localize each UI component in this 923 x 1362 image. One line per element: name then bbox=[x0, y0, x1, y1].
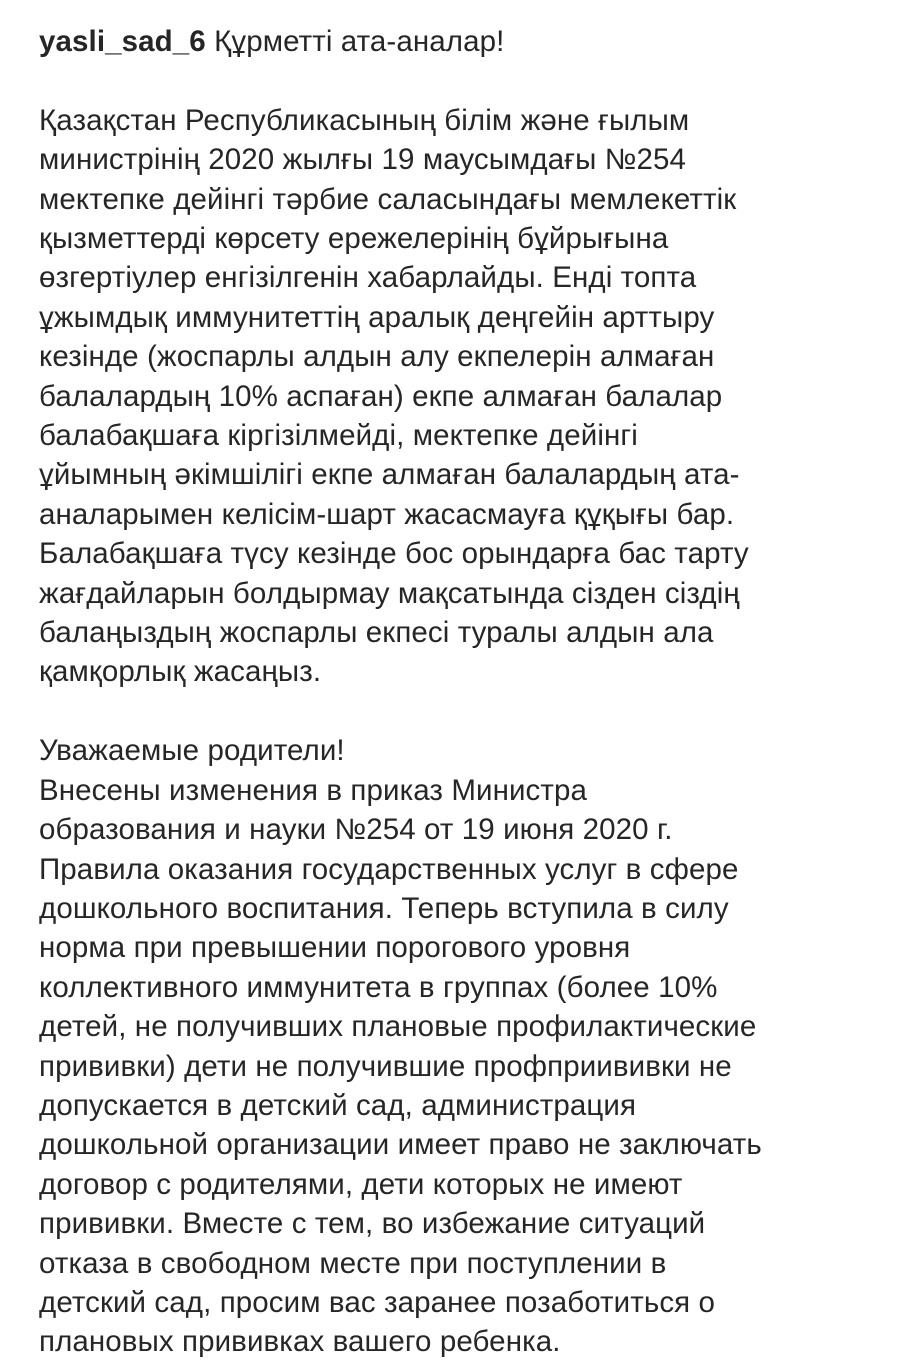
kazakh-line: ұжымдық иммунитеттің аралық деңгейін арттыру bbox=[39, 300, 715, 334]
kazakh-line: Балабақшаға түсу кезінде бос орындарға бас тарту bbox=[39, 537, 749, 571]
paragraph-gap bbox=[39, 61, 909, 100]
username-link[interactable]: yasli_sad_6 bbox=[39, 25, 206, 58]
kazakh-line: министрінің 2020 жылғы 19 маусымдағы №254 bbox=[39, 143, 686, 177]
russian-line: детей, не получивших плановые профилактические bbox=[39, 1010, 757, 1044]
kazakh-line: жағдайларын болдырмау мақсатында сізден сіздің bbox=[39, 576, 740, 610]
kazakh-line: кезінде (жоспарлы алдын алу екпелерін алмаған bbox=[39, 340, 715, 374]
russian-line: коллективного иммунитета в группах (более 10% bbox=[39, 970, 718, 1004]
russian-line: дошкольного воспитания. Теперь вступила в силу bbox=[39, 891, 729, 925]
russian-line: допускается в детский сад, администрация bbox=[39, 1088, 637, 1122]
russian-line: Внесены изменения в приказ Министра bbox=[39, 773, 588, 807]
paragraph-gap bbox=[39, 692, 909, 731]
kazakh-line: өзгертіулер енгізілгенін хабарлайды. Енді топта bbox=[39, 261, 697, 295]
russian-line: образования и науки №254 от 19 июня 2020 г. bbox=[39, 813, 673, 847]
russian-line: плановых прививках вашего ребенка. bbox=[39, 1325, 561, 1359]
caption-header-line bbox=[39, 22, 909, 61]
russian-line: договор с родителями, дети которых не имеют bbox=[39, 1167, 683, 1201]
kazakh-line: Қазақстан Республикасының білім және ғылым bbox=[39, 103, 690, 137]
kazakh-line: балалардың 10% аспаған) екпе алмаған балалар bbox=[39, 379, 723, 413]
russian-paragraph bbox=[39, 731, 909, 1362]
russian-line: прививки. Вместе с тем, во избежание ситуаций bbox=[39, 1207, 706, 1241]
kazakh-line: қызметтерді көрсету ережелерінің бұйрығына bbox=[39, 222, 669, 256]
russian-line: прививки) дети не получившие профприививки не bbox=[39, 1049, 732, 1083]
russian-line: детский сад, просим вас заранее позаботиться о bbox=[39, 1285, 716, 1319]
post-caption bbox=[39, 22, 909, 1362]
russian-line: норма при превышении порогового уровня bbox=[39, 931, 631, 965]
kazakh-line: мектепке дейінгі тәрбие саласындағы мемлекеттік bbox=[39, 182, 737, 216]
kazakh-paragraph bbox=[39, 101, 909, 692]
russian-line: Правила оказания государственных услуг в сфере bbox=[39, 852, 739, 886]
kazakh-line: балабақшаға кіргізілмейді, мектепке дейінгі bbox=[39, 419, 638, 453]
russian-greeting: Уважаемые родители! bbox=[39, 734, 345, 768]
kazakh-greeting: Құрметті ата-аналар! bbox=[214, 25, 505, 58]
kazakh-line: ұйымның әкімшілігі екпе алмаған балалардың ата- bbox=[39, 458, 740, 492]
kazakh-line: қамқорлық жасаңыз. bbox=[39, 655, 322, 689]
kazakh-line: балаңыздың жоспарлы екпесі туралы алдын ала bbox=[39, 616, 714, 650]
kazakh-line: аналарымен келісім-шарт жасасмауға құқығы бар. bbox=[39, 497, 735, 531]
russian-line: дошкольной организации имеет право не заключать bbox=[39, 1128, 762, 1162]
russian-line: отказа в свободном месте при поступлении в bbox=[39, 1246, 667, 1280]
